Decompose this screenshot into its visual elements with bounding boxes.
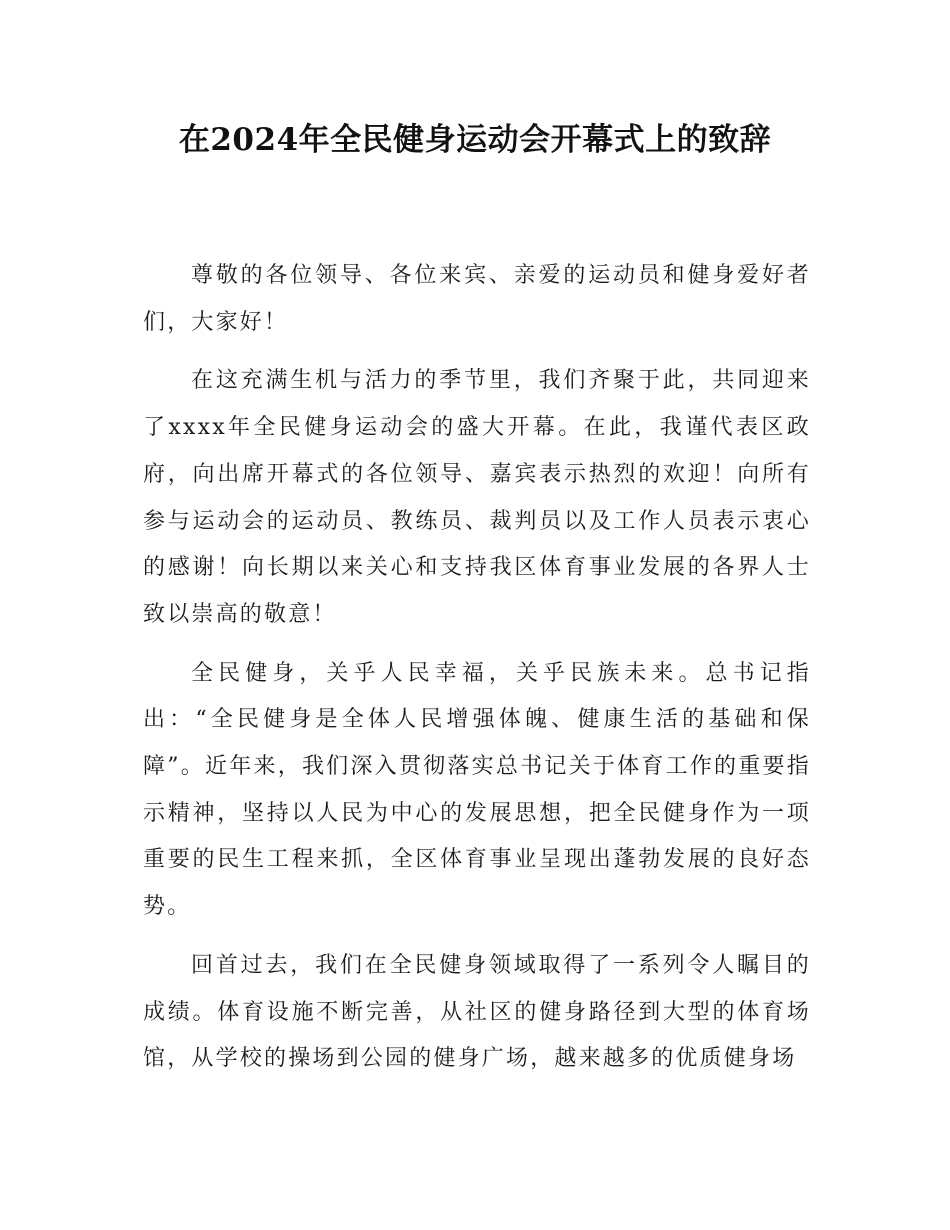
paragraph-greeting: 尊敬的各位领导、各位来宾、亲爱的运动员和健身爱好者们，大家好！ bbox=[143, 263, 811, 335]
document-body bbox=[143, 253, 811, 1095]
paragraph-welcome: 在这充满生机与活力的季节里，我们齐聚于此，共同迎来了xxxx年全民健身运动会的盛大开幕。在此，我谨代表区政府，向出席开幕式的各位领导、嘉宾表示热烈的欢迎！向所有参与运动会的运动员、教练员、裁判员以及工作人员表示衷心的感谢！向长期以来关心和支持我区体育事业发展的各界人士致以崇高的敬意！ bbox=[143, 368, 811, 627]
paragraph-achievements: 回首过去，我们在全民健身领域取得了一系列令人瞩目的成绩。体育设施不断完善，从社区的健身路径到大型的体育场馆，从学校的操场到公园的健身广场，越来越多的优质健身场 bbox=[143, 952, 811, 1072]
document-title: 在2024年全民健身运动会开幕式上的致辞 bbox=[178, 122, 772, 158]
paragraph-fitness-importance: 全民健身，关乎人民幸福，关乎民族未来。总书记指出：“全民健身是全体人民增强体魄、健康生活的基础和保障”。近年来，我们深入贯彻落实总书记关于体育工作的重要指示精神，坚持以人民为中心的发展思想，把全民健身作为一项重要的民生工程来抓，全区体育事业呈现出蓬勃发展的良好态势。 bbox=[143, 660, 811, 920]
